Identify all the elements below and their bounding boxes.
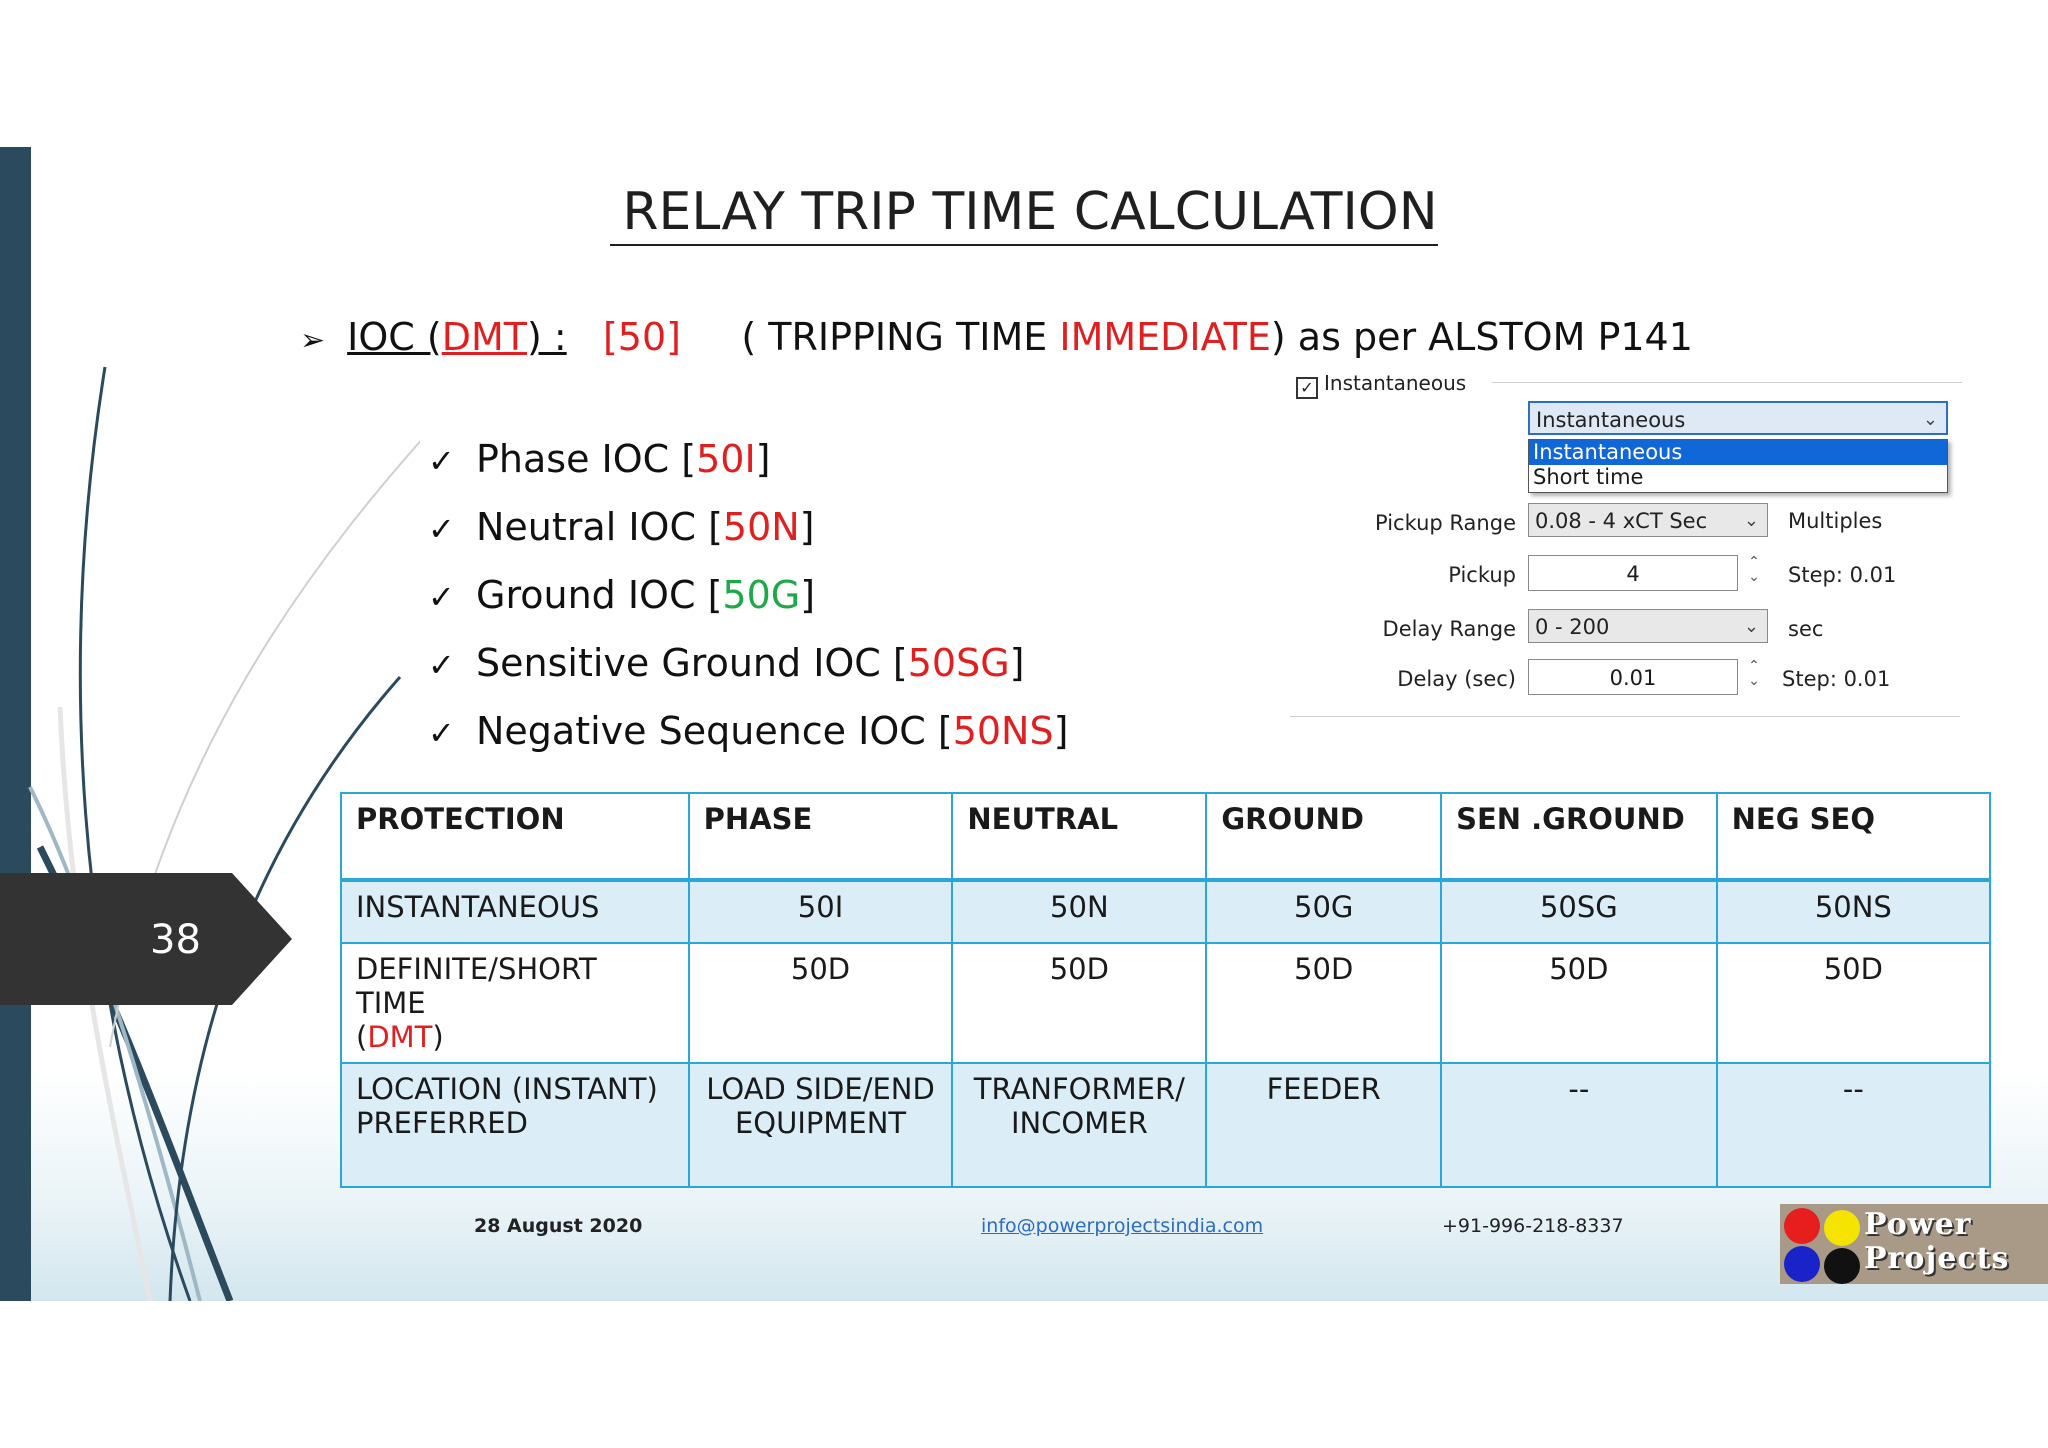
headline-prefix: IOC (	[347, 315, 442, 359]
table-header-cell: SEN .GROUND	[1441, 793, 1717, 880]
table-cell: --	[1717, 1063, 1990, 1187]
table-cell: --	[1441, 1063, 1717, 1187]
logo-yellow-dot	[1824, 1210, 1860, 1246]
table-cell: DEFINITE/SHORT TIME (DMT)	[341, 943, 689, 1063]
table-cell: 50G	[1206, 880, 1441, 943]
bullet-ground-ioc: ✓ Ground IOC [50G]	[428, 573, 816, 617]
table-cell: 50D	[1717, 943, 1990, 1063]
pickup-range-label: Pickup Range	[1375, 511, 1516, 535]
pickup-input[interactable]: 4	[1528, 555, 1738, 591]
group-divider-bottom	[1290, 716, 1960, 717]
delay-label: Delay (sec)	[1397, 667, 1516, 691]
pickup-spinner-arrows[interactable]: ⌃ ⌄	[1748, 554, 1760, 585]
headline-immediate: IMMEDIATE	[1059, 315, 1271, 359]
mode-dropdown-list	[1528, 439, 1948, 493]
bullet-neutral-ioc: ✓ Neutral IOC [50N]	[428, 505, 815, 549]
instantaneous-checkbox[interactable]: ✓ Instantaneous	[1296, 371, 1466, 399]
delay-input[interactable]: 0.01	[1528, 659, 1738, 695]
checkmark-icon: ✓	[428, 442, 455, 480]
table-cell: 50D	[689, 943, 953, 1063]
headline-dmt: DMT	[441, 315, 527, 359]
chevron-down-icon: ⌄	[1743, 616, 1759, 637]
power-projects-logo	[1780, 1204, 2048, 1284]
mode-select[interactable]: Instantaneous ⌄	[1528, 401, 1948, 435]
table-cell: 50N	[952, 880, 1206, 943]
footer-phone: +91-996-218-8337	[1442, 1215, 1624, 1237]
headline-paren: ( TRIPPING TIME	[741, 315, 1060, 359]
footer-email-link[interactable]: info@powerprojectsindia.com	[981, 1215, 1264, 1237]
ioc-bullet-list	[428, 437, 1068, 777]
pickup-step: Step: 0.01	[1788, 563, 1897, 587]
checkmark-icon: ✓	[428, 578, 455, 616]
table-header-cell: GROUND	[1206, 793, 1441, 880]
page-number: 38	[150, 917, 201, 963]
table-row	[341, 943, 1990, 1063]
pickup-range-unit: Multiples	[1788, 509, 1883, 533]
headline-code: [50]	[602, 315, 681, 359]
checkmark-icon: ✓	[428, 646, 455, 684]
chevron-down-icon: ⌄	[1922, 409, 1938, 430]
delay-range-label: Delay Range	[1382, 617, 1516, 641]
logo-red-dot	[1784, 1208, 1820, 1244]
pickup-range-select[interactable]: 0.08 - 4 xCT Sec ⌄	[1528, 503, 1768, 537]
checkmark-icon: ✓	[428, 714, 455, 752]
table-header-row	[341, 793, 1990, 880]
table-cell: TRANFORMER/ INCOMER	[952, 1063, 1206, 1187]
table-cell: 50NS	[1717, 880, 1990, 943]
table-header-cell: PROTECTION	[341, 793, 689, 880]
table-cell: 50D	[1441, 943, 1717, 1063]
table-row	[341, 880, 1990, 943]
checkbox-checked-icon: ✓	[1296, 377, 1318, 399]
group-divider-top	[1492, 382, 1962, 383]
table-cell: 50SG	[1441, 880, 1717, 943]
logo-blue-dot	[1784, 1246, 1820, 1282]
bullet-sensitive-ground-ioc: ✓ Sensitive Ground IOC [50SG]	[428, 641, 1025, 685]
mode-option-short-time[interactable]: Short time	[1533, 465, 1644, 489]
table-cell: LOCATION (INSTANT) PREFERRED	[341, 1063, 689, 1187]
pickup-label: Pickup	[1448, 563, 1516, 587]
arrow-bullet-icon: ➢	[300, 323, 326, 358]
table-cell: 50D	[1206, 943, 1441, 1063]
checkmark-icon: ✓	[428, 510, 455, 548]
table-cell: INSTANTANEOUS	[341, 880, 689, 943]
page-number-badge	[0, 873, 292, 1005]
footer-date: 28 August 2020	[474, 1215, 643, 1237]
headline-suffix: ) as per ALSTOM P141	[1270, 315, 1693, 359]
table-row	[341, 1063, 1990, 1187]
table-cell: 50I	[689, 880, 953, 943]
chevron-down-icon: ⌄	[1743, 510, 1759, 531]
delay-step: Step: 0.01	[1782, 667, 1891, 691]
table-header-cell: PHASE	[689, 793, 953, 880]
table-cell: 50D	[952, 943, 1206, 1063]
delay-range-select[interactable]: 0 - 200 ⌄	[1528, 609, 1768, 643]
slide-title: RELAY TRIP TIME CALCULATION	[0, 182, 2048, 242]
table-cell: LOAD SIDE/END EQUIPMENT	[689, 1063, 953, 1187]
protection-table	[340, 792, 1991, 1188]
table-header-cell: NEUTRAL	[952, 793, 1206, 880]
ioc-headline	[300, 315, 1693, 359]
slide	[0, 147, 2048, 1301]
mode-option-instantaneous[interactable]: Instantaneous	[1529, 440, 1947, 465]
delay-spinner-arrows[interactable]: ⌃ ⌄	[1748, 658, 1760, 689]
logo-black-dot	[1824, 1248, 1860, 1284]
delay-range-unit: sec	[1788, 617, 1824, 641]
bullet-negative-sequence-ioc: ✓ Negative Sequence IOC [50NS]	[428, 709, 1069, 753]
logo-text: Power Projects	[1864, 1207, 2010, 1276]
bullet-phase-ioc: ✓ Phase IOC [50I]	[428, 437, 771, 481]
table-cell: FEEDER	[1206, 1063, 1441, 1187]
headline-mid: ) :	[526, 315, 567, 359]
table-header-cell: NEG SEQ	[1717, 793, 1990, 880]
